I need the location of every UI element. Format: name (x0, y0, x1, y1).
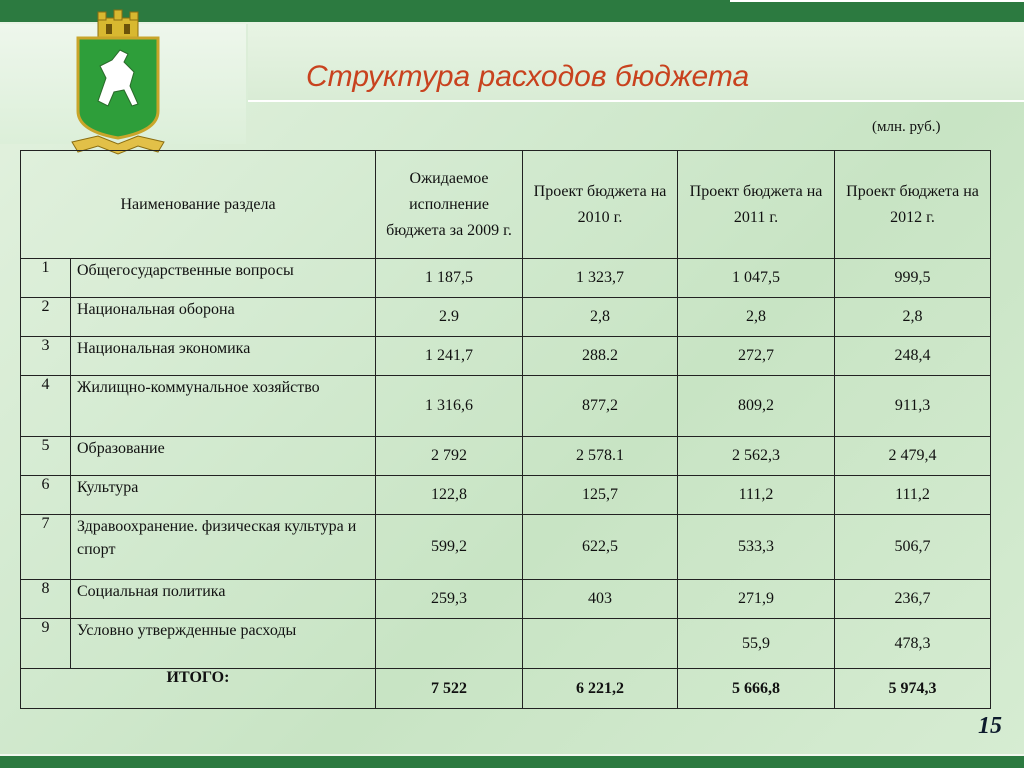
row-name: Национальная оборона (71, 298, 376, 337)
value-2012: 506,7 (835, 515, 991, 580)
page-title: Структура расходов бюджета (306, 60, 750, 93)
value-2012: 236,7 (835, 580, 991, 619)
value-2012: 999,5 (835, 259, 991, 298)
row-name: Здравоохранение. физическая культура и спорт (71, 515, 376, 580)
table-header-row (21, 151, 991, 259)
value-2009: 1 316,6 (376, 376, 523, 437)
table-row (21, 298, 991, 337)
table-row (21, 376, 991, 437)
value-2009: 2 792 (376, 437, 523, 476)
top-accent-line (730, 0, 1024, 2)
row-name: Образование (71, 437, 376, 476)
row-number: 2 (21, 298, 71, 337)
row-name: Социальная политика (71, 580, 376, 619)
value-2009: 259,3 (376, 580, 523, 619)
value-2010: 125,7 (523, 476, 678, 515)
value-2010: 2 578.1 (523, 437, 678, 476)
row-number: 6 (21, 476, 71, 515)
row-number: 1 (21, 259, 71, 298)
total-2012: 5 974,3 (835, 669, 991, 709)
row-number: 3 (21, 337, 71, 376)
row-name: Общегосударственные вопросы (71, 259, 376, 298)
value-2011: 809,2 (678, 376, 835, 437)
value-2011: 271,9 (678, 580, 835, 619)
value-2011: 533,3 (678, 515, 835, 580)
value-2010: 288.2 (523, 337, 678, 376)
value-2009: 599,2 (376, 515, 523, 580)
value-2011: 272,7 (678, 337, 835, 376)
value-2010 (523, 619, 678, 669)
value-2011: 2,8 (678, 298, 835, 337)
row-name: Национальная экономика (71, 337, 376, 376)
value-2011: 1 047,5 (678, 259, 835, 298)
value-2010: 1 323,7 (523, 259, 678, 298)
row-number: 5 (21, 437, 71, 476)
total-2010: 6 221,2 (523, 669, 678, 709)
table-row (21, 337, 991, 376)
total-row (21, 669, 991, 709)
table-row (21, 437, 991, 476)
total-label: ИТОГО: (21, 669, 376, 709)
table-row (21, 259, 991, 298)
header-2009: Ожидаемое исполнение бюджета за 2009 г. (376, 151, 523, 259)
value-2009 (376, 619, 523, 669)
value-2010: 2,8 (523, 298, 678, 337)
value-2009: 2.9 (376, 298, 523, 337)
row-name: Жилищно-коммунальное хозяйство (71, 376, 376, 437)
row-number: 8 (21, 580, 71, 619)
table-row (21, 619, 991, 669)
header-2010: Проект бюджета на 2010 г. (523, 151, 678, 259)
total-2011: 5 666,8 (678, 669, 835, 709)
value-2011: 55,9 (678, 619, 835, 669)
table-row (21, 515, 991, 580)
row-number: 9 (21, 619, 71, 669)
budget-table (20, 150, 991, 709)
value-2012: 2 479,4 (835, 437, 991, 476)
value-2010: 622,5 (523, 515, 678, 580)
value-2010: 877,2 (523, 376, 678, 437)
value-2009: 1 187,5 (376, 259, 523, 298)
value-2010: 403 (523, 580, 678, 619)
title-underline (248, 100, 1024, 102)
value-2009: 122,8 (376, 476, 523, 515)
total-2009: 7 522 (376, 669, 523, 709)
header-name: Наименование раздела (21, 151, 376, 259)
coat-of-arms-icon (68, 6, 168, 156)
header-2012: Проект бюджета на 2012 г. (835, 151, 991, 259)
value-2009: 1 241,7 (376, 337, 523, 376)
page-number: 15 (978, 713, 1002, 739)
table-row (21, 476, 991, 515)
value-2012: 248,4 (835, 337, 991, 376)
row-name: Условно утвержденные расходы (71, 619, 376, 669)
row-name: Культура (71, 476, 376, 515)
row-number: 4 (21, 376, 71, 437)
value-2012: 911,3 (835, 376, 991, 437)
value-2012: 111,2 (835, 476, 991, 515)
unit-label: (млн. руб.) (872, 119, 941, 135)
table-row (21, 580, 991, 619)
header-2011: Проект бюджета на 2011 г. (678, 151, 835, 259)
value-2011: 2 562,3 (678, 437, 835, 476)
bottom-bar (0, 756, 1024, 768)
value-2011: 111,2 (678, 476, 835, 515)
value-2012: 478,3 (835, 619, 991, 669)
row-number: 7 (21, 515, 71, 580)
value-2012: 2,8 (835, 298, 991, 337)
